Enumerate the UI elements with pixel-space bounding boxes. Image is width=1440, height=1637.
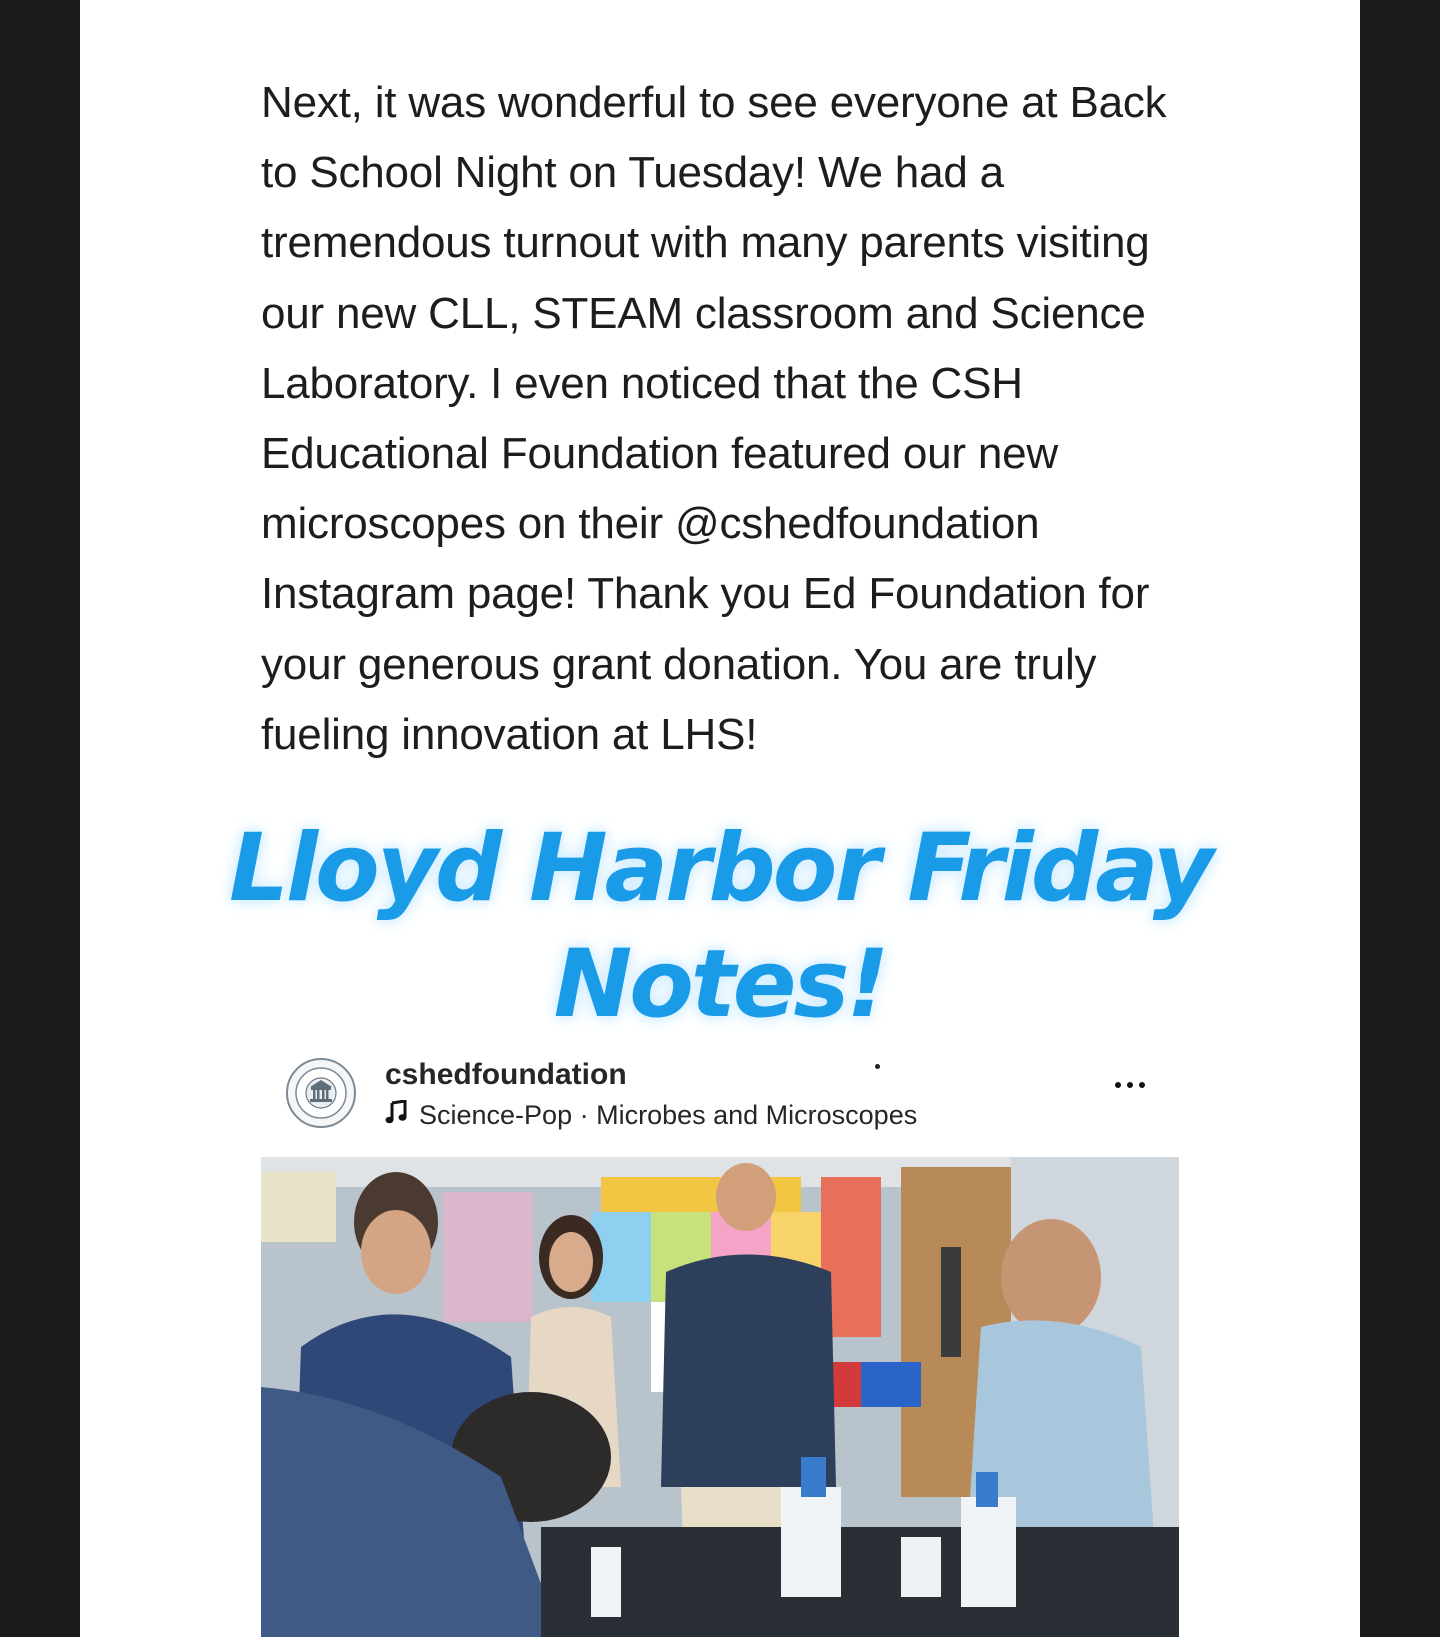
instagram-audio-label: Science-Pop · Microbes and Microscopes bbox=[419, 1100, 918, 1130]
instagram-username[interactable]: cshedfoundation bbox=[385, 1058, 627, 1091]
music-note-icon bbox=[385, 1100, 407, 1131]
classroom-photo[interactable] bbox=[261, 1157, 1179, 1637]
screenshot-page bbox=[80, 0, 1360, 1637]
stray-dot bbox=[875, 1064, 880, 1069]
headline-line-1: Lloyd Harbor Friday bbox=[229, 814, 1211, 923]
headline-line-2: Notes! bbox=[553, 930, 887, 1039]
seal-logo-icon[interactable] bbox=[285, 1057, 357, 1129]
instagram-audio-track[interactable] bbox=[385, 1100, 917, 1131]
more-options-icon[interactable] bbox=[1115, 1082, 1145, 1088]
article-paragraph: Next, it was wonderful to see everyone at Back to School Night on Tuesday! We had a tremendous turnout with many parents visiting our new CLL, STEAM classroom and Science Laboratory. I even noticed that the CSH Educational Foundation featured our new microscopes on their @cshedfoundation Instagram page! Thank you Ed Foundation for your generous grant donation. You are truly fueling innovation at LHS! bbox=[261, 78, 1167, 759]
